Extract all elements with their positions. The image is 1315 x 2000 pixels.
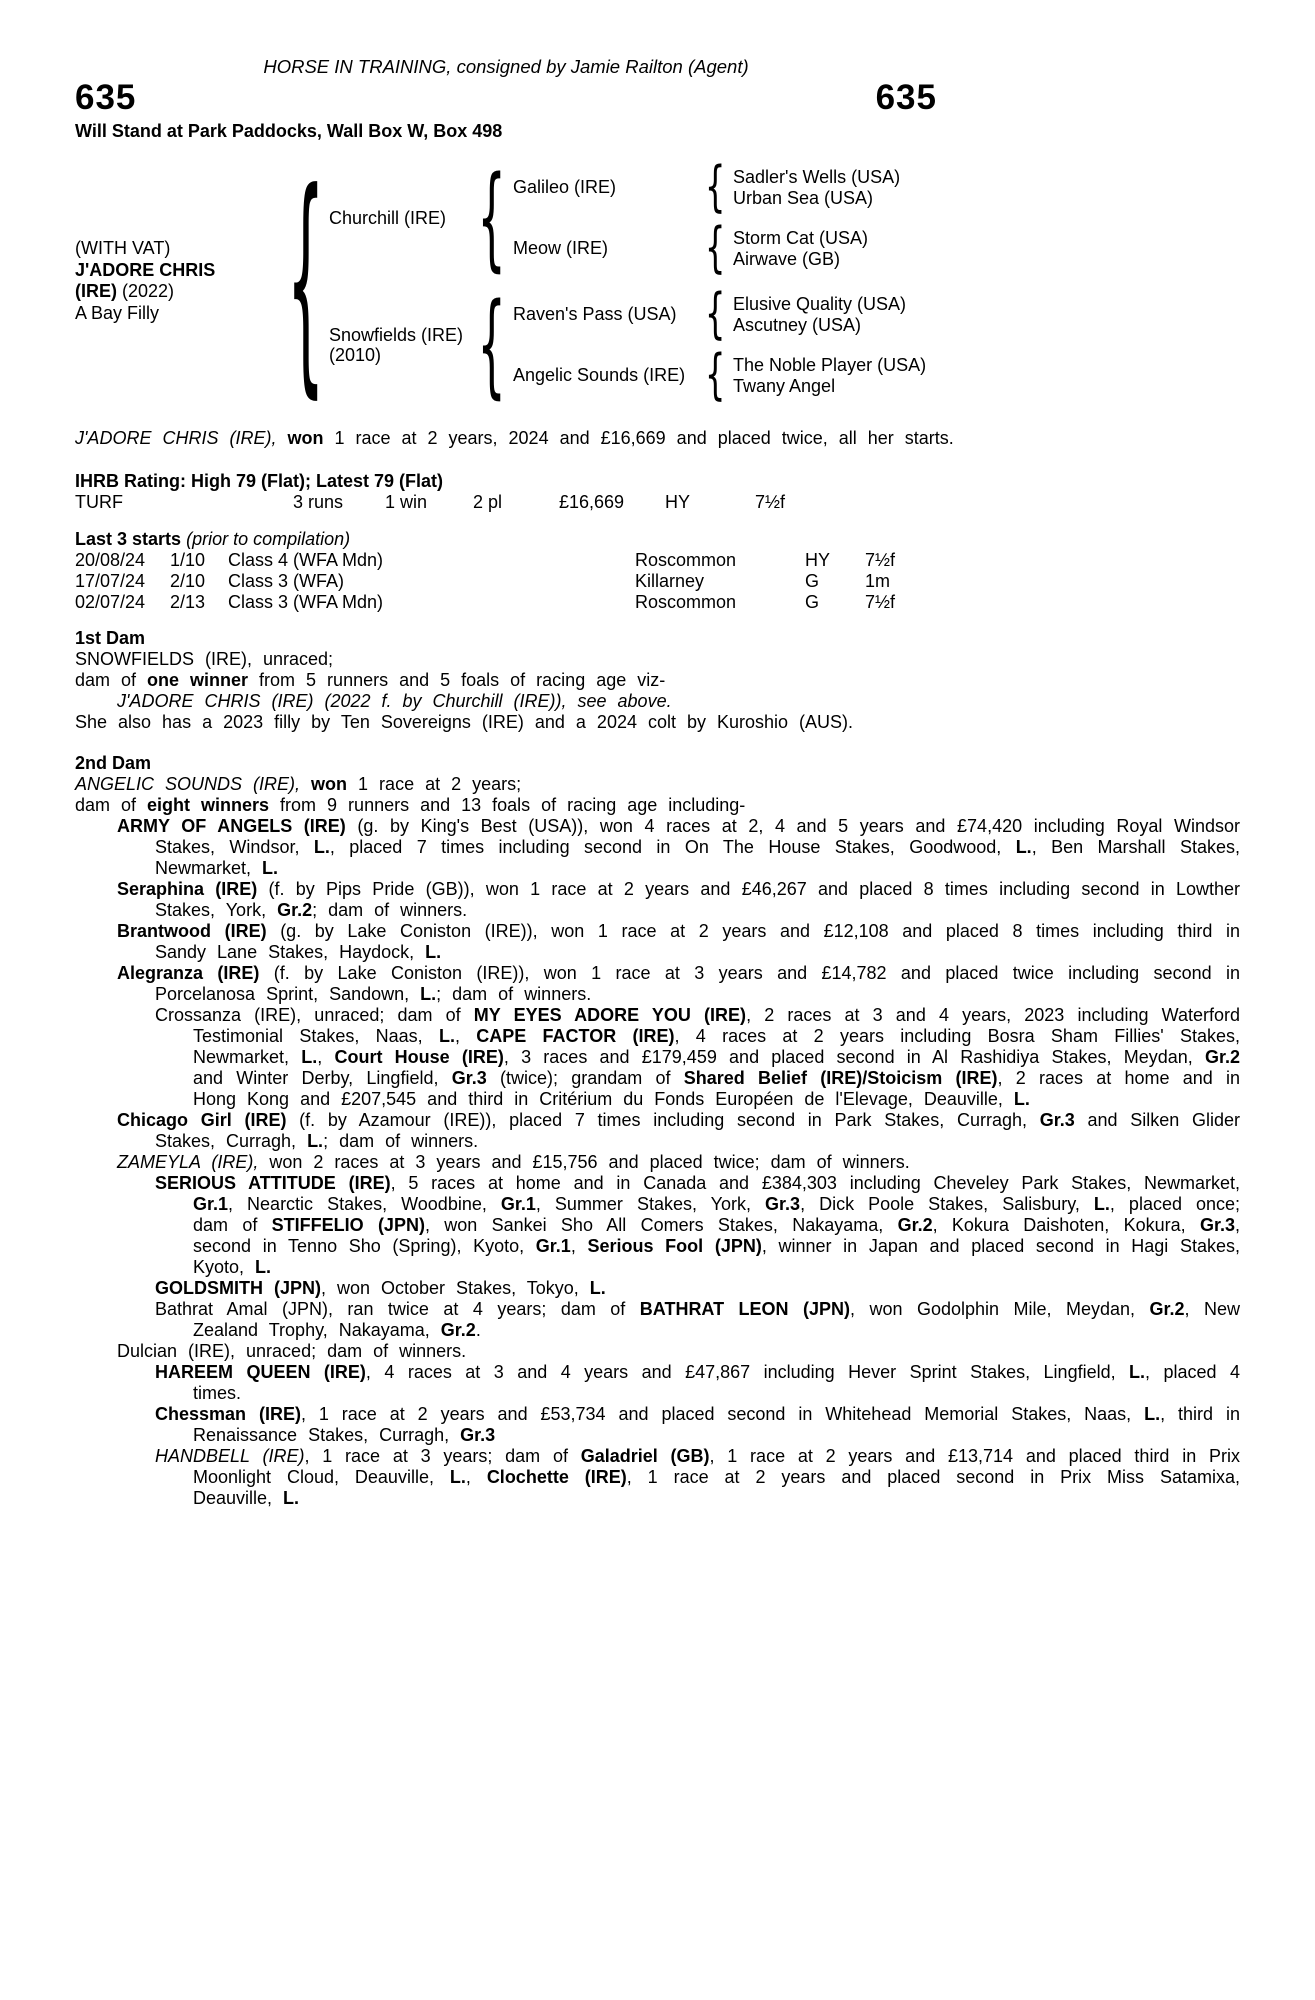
dam-sire-dam: Ascutney (USA) [733, 314, 862, 335]
second-dam-heading: 2nd Dam [75, 753, 152, 773]
dam-dam-brace [703, 348, 727, 402]
second-dam-line: ANGELIC SOUNDS (IRE), won 1 race at 2 years; [75, 774, 522, 794]
stand-location: Will Stand at Park Paddocks, Wall Box W, Box 498 [75, 121, 503, 141]
stats-places: 2 pl [473, 492, 503, 512]
start-course: Killarney [635, 571, 705, 591]
start-course: Roscommon [635, 550, 737, 570]
last-starts-heading: Last 3 starts (prior to compilation) [75, 529, 351, 549]
lot-number-row [75, 79, 937, 117]
vat-note: (WITH VAT) [75, 238, 171, 258]
start-going: G [805, 571, 820, 591]
lot-number-left: 635 [75, 78, 137, 117]
horse-suffix: (IRE) [75, 281, 117, 301]
sire-sire-brace [703, 160, 727, 214]
subject-horse-block [75, 238, 291, 324]
produce-entry-serious-attitude: SERIOUS ATTITUDE (IRE), 5 races at home and in Canada and £384,303 including Cheveley Park Stakes, Newmarket, Gr.1, Nearctic Stakes, Woodbine, Gr.1, Summer Stakes, York, Gr.3, Dick Poole Stakes, Salisbury, L., placed once; dam of STIFFELIO (JPN), won Sankei Sho All Comers Stakes, Nakayama, Gr.2, Kokura Daishoten, Kokura, Gr.3, second in Tenno Sho (Spring), Kyoto, Gr.1, Serious Fool (JPN), winner in Japan and placed second in Hagi Stakes, Kyoto, L. [155, 1173, 1241, 1277]
sire-sire-dam: Urban Sea (USA) [733, 187, 874, 208]
stats-going: HY [665, 492, 691, 512]
dam-name-block [321, 325, 479, 365]
produce-entry-brantwood: Brantwood (IRE) (g. by Lake Coniston (IRE)), won 1 race at 2 years and £12,108 and placed 8 times including third in Sandy Lane Stakes, Haydock, L. [117, 921, 1240, 962]
pedigree-generations [321, 160, 926, 402]
horse-year: (2022) [122, 281, 175, 301]
dam-dam-dam: Twany Angel [733, 375, 836, 396]
dam-sire-brace [703, 287, 727, 341]
page-header [75, 56, 937, 142]
dam-year: (2010) [329, 344, 382, 365]
dam-sire-name: Raven's Pass (USA) [513, 304, 677, 324]
dam-dam-branch [505, 348, 926, 402]
second-dam-produce-list [75, 816, 1240, 1509]
start-position: 1/10 [170, 550, 206, 570]
produce-entry-goldsmith: GOLDSMITH (JPN), won October Stakes, Tokyo, L. [155, 1278, 606, 1298]
dam-sire-branch [505, 287, 926, 341]
start-distance: 7½f [865, 550, 896, 570]
first-dam-note: She also has a 2023 filly by Ten Sovereigns (IRE) and a 2024 colt by Kuroshio (AUS). [75, 712, 854, 732]
stats-distance: 7½f [755, 492, 786, 512]
produce-entry-bathrat-amal: Bathrat Amal (JPN), ran twice at 4 years; dam of BATHRAT LEON (JPN), won Godolphin Mile, Meydan, Gr.2, New Zealand Trophy, Nakayama, Gr.2. [155, 1299, 1240, 1340]
start-class: Class 3 (WFA) [228, 571, 345, 591]
produce-entry-chessman: Chessman (IRE), 1 race at 2 years and £53,734 and placed second in Whitehead Memorial Stakes, Naas, L., third in Renaissance Stakes, Curragh, Gr.3 [155, 1404, 1240, 1445]
produce-entry-handbell: HANDBELL (IRE), 1 race at 3 years; dam of Galadriel (GB), 1 race at 2 years and £13,714 and placed third in Prix Moonlight Cloud, Deauville, L., Clochette (IRE), 1 race at 2 years and placed second in Prix Miss Satamixa, Deauville, L. [155, 1446, 1240, 1508]
race-record: J'ADORE CHRIS (IRE), won 1 race at 2 years, 2024 and £16,669 and placed twice, all her starts. [75, 428, 954, 448]
start-position: 2/13 [170, 592, 206, 612]
start-date: 02/07/24 [75, 592, 146, 612]
second-dam-line: dam of eight winners from 9 runners and 13 foals of racing age including- [75, 795, 746, 815]
dam-brace [479, 289, 505, 401]
start-going: G [805, 592, 820, 612]
sire-brace [479, 162, 505, 274]
dam-dam-sire: The Noble Player (USA) [733, 354, 927, 375]
consignment-line: HORSE IN TRAINING, consigned by Jamie Railton (Agent) [263, 56, 749, 77]
start-row [75, 592, 1240, 613]
dam-sire-sire: Elusive Quality (USA) [733, 293, 907, 314]
produce-entry-dulcian: Dulcian (IRE), unraced; dam of winners. [117, 1341, 467, 1361]
sire-dam-name: Meow (IRE) [513, 238, 609, 258]
stats-earnings: £16,669 [559, 492, 625, 512]
stats-wins: 1 win [385, 492, 428, 512]
dam-dam-name: Angelic Sounds (IRE) [513, 365, 686, 385]
first-dam-line: SNOWFIELDS (IRE), unraced; [75, 649, 334, 669]
produce-entry-hareem-queen: HAREEM QUEEN (IRE), 4 races at 3 and 4 years and £47,867 including Hever Sprint Stakes, Lingfield, L., placed 4 times. [155, 1362, 1241, 1403]
horse-name: J'ADORE CHRIS [75, 259, 216, 280]
stats-runs: 3 runs [293, 492, 344, 512]
sire-dam-branch [505, 221, 900, 275]
first-dam-section [75, 628, 1240, 733]
sire-dam-brace [703, 221, 727, 275]
first-dam-produce: J'ADORE CHRIS (IRE) (2022 f. by Churchill (IRE)), see above. [117, 691, 672, 711]
horse-suffix-year [75, 281, 291, 303]
produce-entry-zameyla: ZAMEYLA (IRE), won 2 races at 3 years and £15,756 and placed twice; dam of winners. [117, 1152, 910, 1172]
rating-line: IHRB Rating: High 79 (Flat); Latest 79 (Flat) [75, 471, 444, 491]
start-class: Class 4 (WFA Mdn) [228, 550, 384, 570]
first-dam-line: dam of one winner from 5 runners and 5 foals of racing age viz- [75, 670, 666, 690]
dam-name: Snowfields (IRE) [329, 324, 464, 345]
race-stats-row [75, 492, 1240, 513]
produce-entry-army-of-angels: ARMY OF ANGELS (IRE) (g. by King's Best (USA)), won 4 races at 2, 4 and 5 years and £74,420 including Royal Windsor Stakes, Windsor, L., placed 7 times including second in On The House Stakes, Goodwood, L., Ben Marshall Stakes, Newmarket, L. [117, 816, 1240, 878]
start-class: Class 3 (WFA Mdn) [228, 592, 384, 612]
start-position: 2/10 [170, 571, 206, 591]
start-row [75, 571, 1240, 592]
sire-name: Churchill (IRE) [329, 207, 447, 228]
sire-sire-name: Galileo (IRE) [513, 177, 617, 197]
pedigree-root-brace [291, 162, 321, 400]
start-date: 17/07/24 [75, 571, 146, 591]
produce-entry-chicago-girl: Chicago Girl (IRE) (f. by Azamour (IRE)), placed 7 times including second in Park Stakes, Curragh, Gr.3 and Silken Glider Stakes, Curragh, L.; dam of winners. [117, 1110, 1241, 1151]
produce-entry-alegranza: Alegranza (IRE) (f. by Lake Coniston (IRE)), won 1 race at 3 years and £14,782 and placed twice including second in Porcelanosa Sprint, Sandown, L.; dam of winners. [117, 963, 1240, 1004]
start-distance: 7½f [865, 592, 896, 612]
sire-dam-sire: Storm Cat (USA) [733, 227, 869, 248]
sire-sire-branch [505, 160, 900, 214]
horse-description: A Bay Filly [75, 302, 160, 323]
stats-surface: TURF [75, 492, 123, 512]
start-distance: 1m [865, 571, 891, 591]
sire-sire-sire: Sadler's Wells (USA) [733, 166, 901, 187]
produce-entry-seraphina: Seraphina (IRE) (f. by Pips Pride (GB)), won 1 race at 2 years and £46,267 and placed 8 times including second in Lowther Stakes, York, Gr.2; dam of winners. [117, 879, 1240, 920]
last-starts-section [75, 529, 1240, 613]
sire-branch [321, 160, 926, 275]
start-row [75, 550, 1240, 571]
start-course: Roscommon [635, 592, 737, 612]
produce-entry-crossanza: Crossanza (IRE), unraced; dam of MY EYES ADORE YOU (IRE), 2 races at 3 and 4 years, 2023 including Waterford Testimonial Stakes, Naas, L., CAPE FACTOR (IRE), 4 races at 2 years including Bosra Sham Fillies' Stakes, Newmarket, L., Court House (IRE), 3 races and £179,459 and placed second in Al Rashidiya Stakes, Meydan, Gr.2 and Winter Derby, Lingfield, Gr.3 (twice); grandam of Shared Belief (IRE)/Stoicism (IRE), 2 races at home and in Hong Kong and £207,545 and third in Critérium du Fonds Européen de l'Elevage, Deauville, L. [155, 1005, 1240, 1109]
second-dam-section [75, 753, 1240, 1509]
lot-number-right: 635 [875, 78, 937, 117]
start-going: HY [805, 550, 831, 570]
start-date: 20/08/24 [75, 550, 146, 570]
dam-branch [321, 287, 926, 402]
first-dam-heading: 1st Dam [75, 628, 146, 648]
sire-dam-dam: Airwave (GB) [733, 248, 841, 269]
pedigree-table [75, 160, 955, 402]
